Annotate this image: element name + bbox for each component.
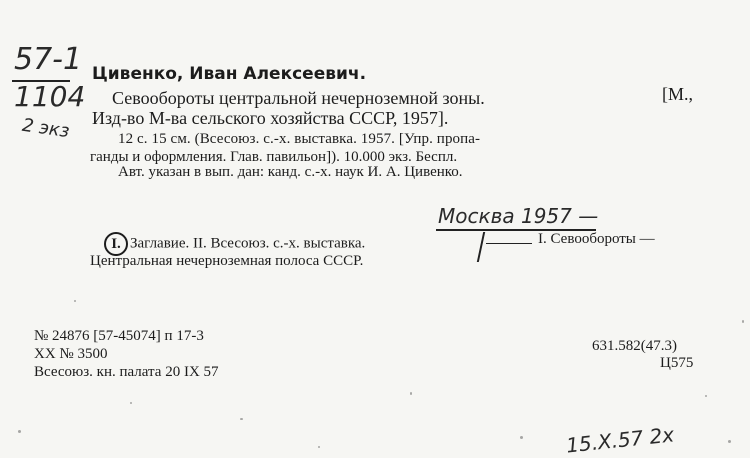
tracing-title-entry: Заглавие. II. Всесоюз. с.-х. выставка. — [130, 235, 366, 252]
speck — [705, 395, 707, 397]
series-number: XX № 3500 — [34, 346, 108, 362]
title-line-1: Севообороты центральной нечерноземной зоны. — [112, 88, 485, 108]
speck — [410, 392, 412, 395]
author-mark: Ц575 — [660, 355, 694, 371]
book-chamber-stamp: Всесоюз. кн. палата 20 IX 57 — [34, 364, 219, 380]
speck — [130, 402, 132, 404]
city-year-note: Москва 1957 — — [438, 204, 599, 228]
collation-line-2: ганды и оформления. Глав. павильон]). 10.000 экз. Беспл. — [90, 149, 458, 165]
title-line-2: Изд-во М-ва сельского хозяйства СССР, 1957]. — [92, 108, 449, 128]
date-note: 15.X.57 2х — [565, 422, 676, 458]
author-heading: Цивенко, Иван Алексеевич. — [92, 64, 367, 84]
copies-note: 2 экз — [20, 114, 71, 143]
bracket-mark — [477, 232, 485, 262]
speck — [74, 300, 76, 302]
circled-numeral: I. — [104, 232, 128, 256]
speck — [742, 320, 744, 323]
author-note: Авт. указан в вып. дан: канд. с.-х. наук И. А. Цивенко. — [118, 164, 463, 180]
record-number: № 24876 [57-45074] п 17-3 — [34, 328, 204, 344]
bracket-dash — [486, 243, 532, 244]
speck — [728, 440, 731, 443]
speck — [240, 418, 243, 420]
speck — [18, 430, 21, 433]
shelfmark-top: 57-1 — [14, 42, 83, 77]
shelfmark-bottom: 1104 — [14, 80, 86, 113]
collation-line-1: 12 с. 15 см. (Всесоюз. с.-х. выставка. 1957. [Упр. пропа- — [118, 131, 481, 147]
tracing-subject-entry: I. Севообороты — — [538, 231, 655, 247]
imprint-line-1: [М., — [662, 84, 693, 104]
speck — [318, 446, 320, 448]
tracings-line-2: Центральная нечерноземная полоса СССР. — [90, 253, 364, 269]
speck — [520, 436, 523, 439]
udc-class: 631.582(47.3) — [592, 338, 677, 354]
